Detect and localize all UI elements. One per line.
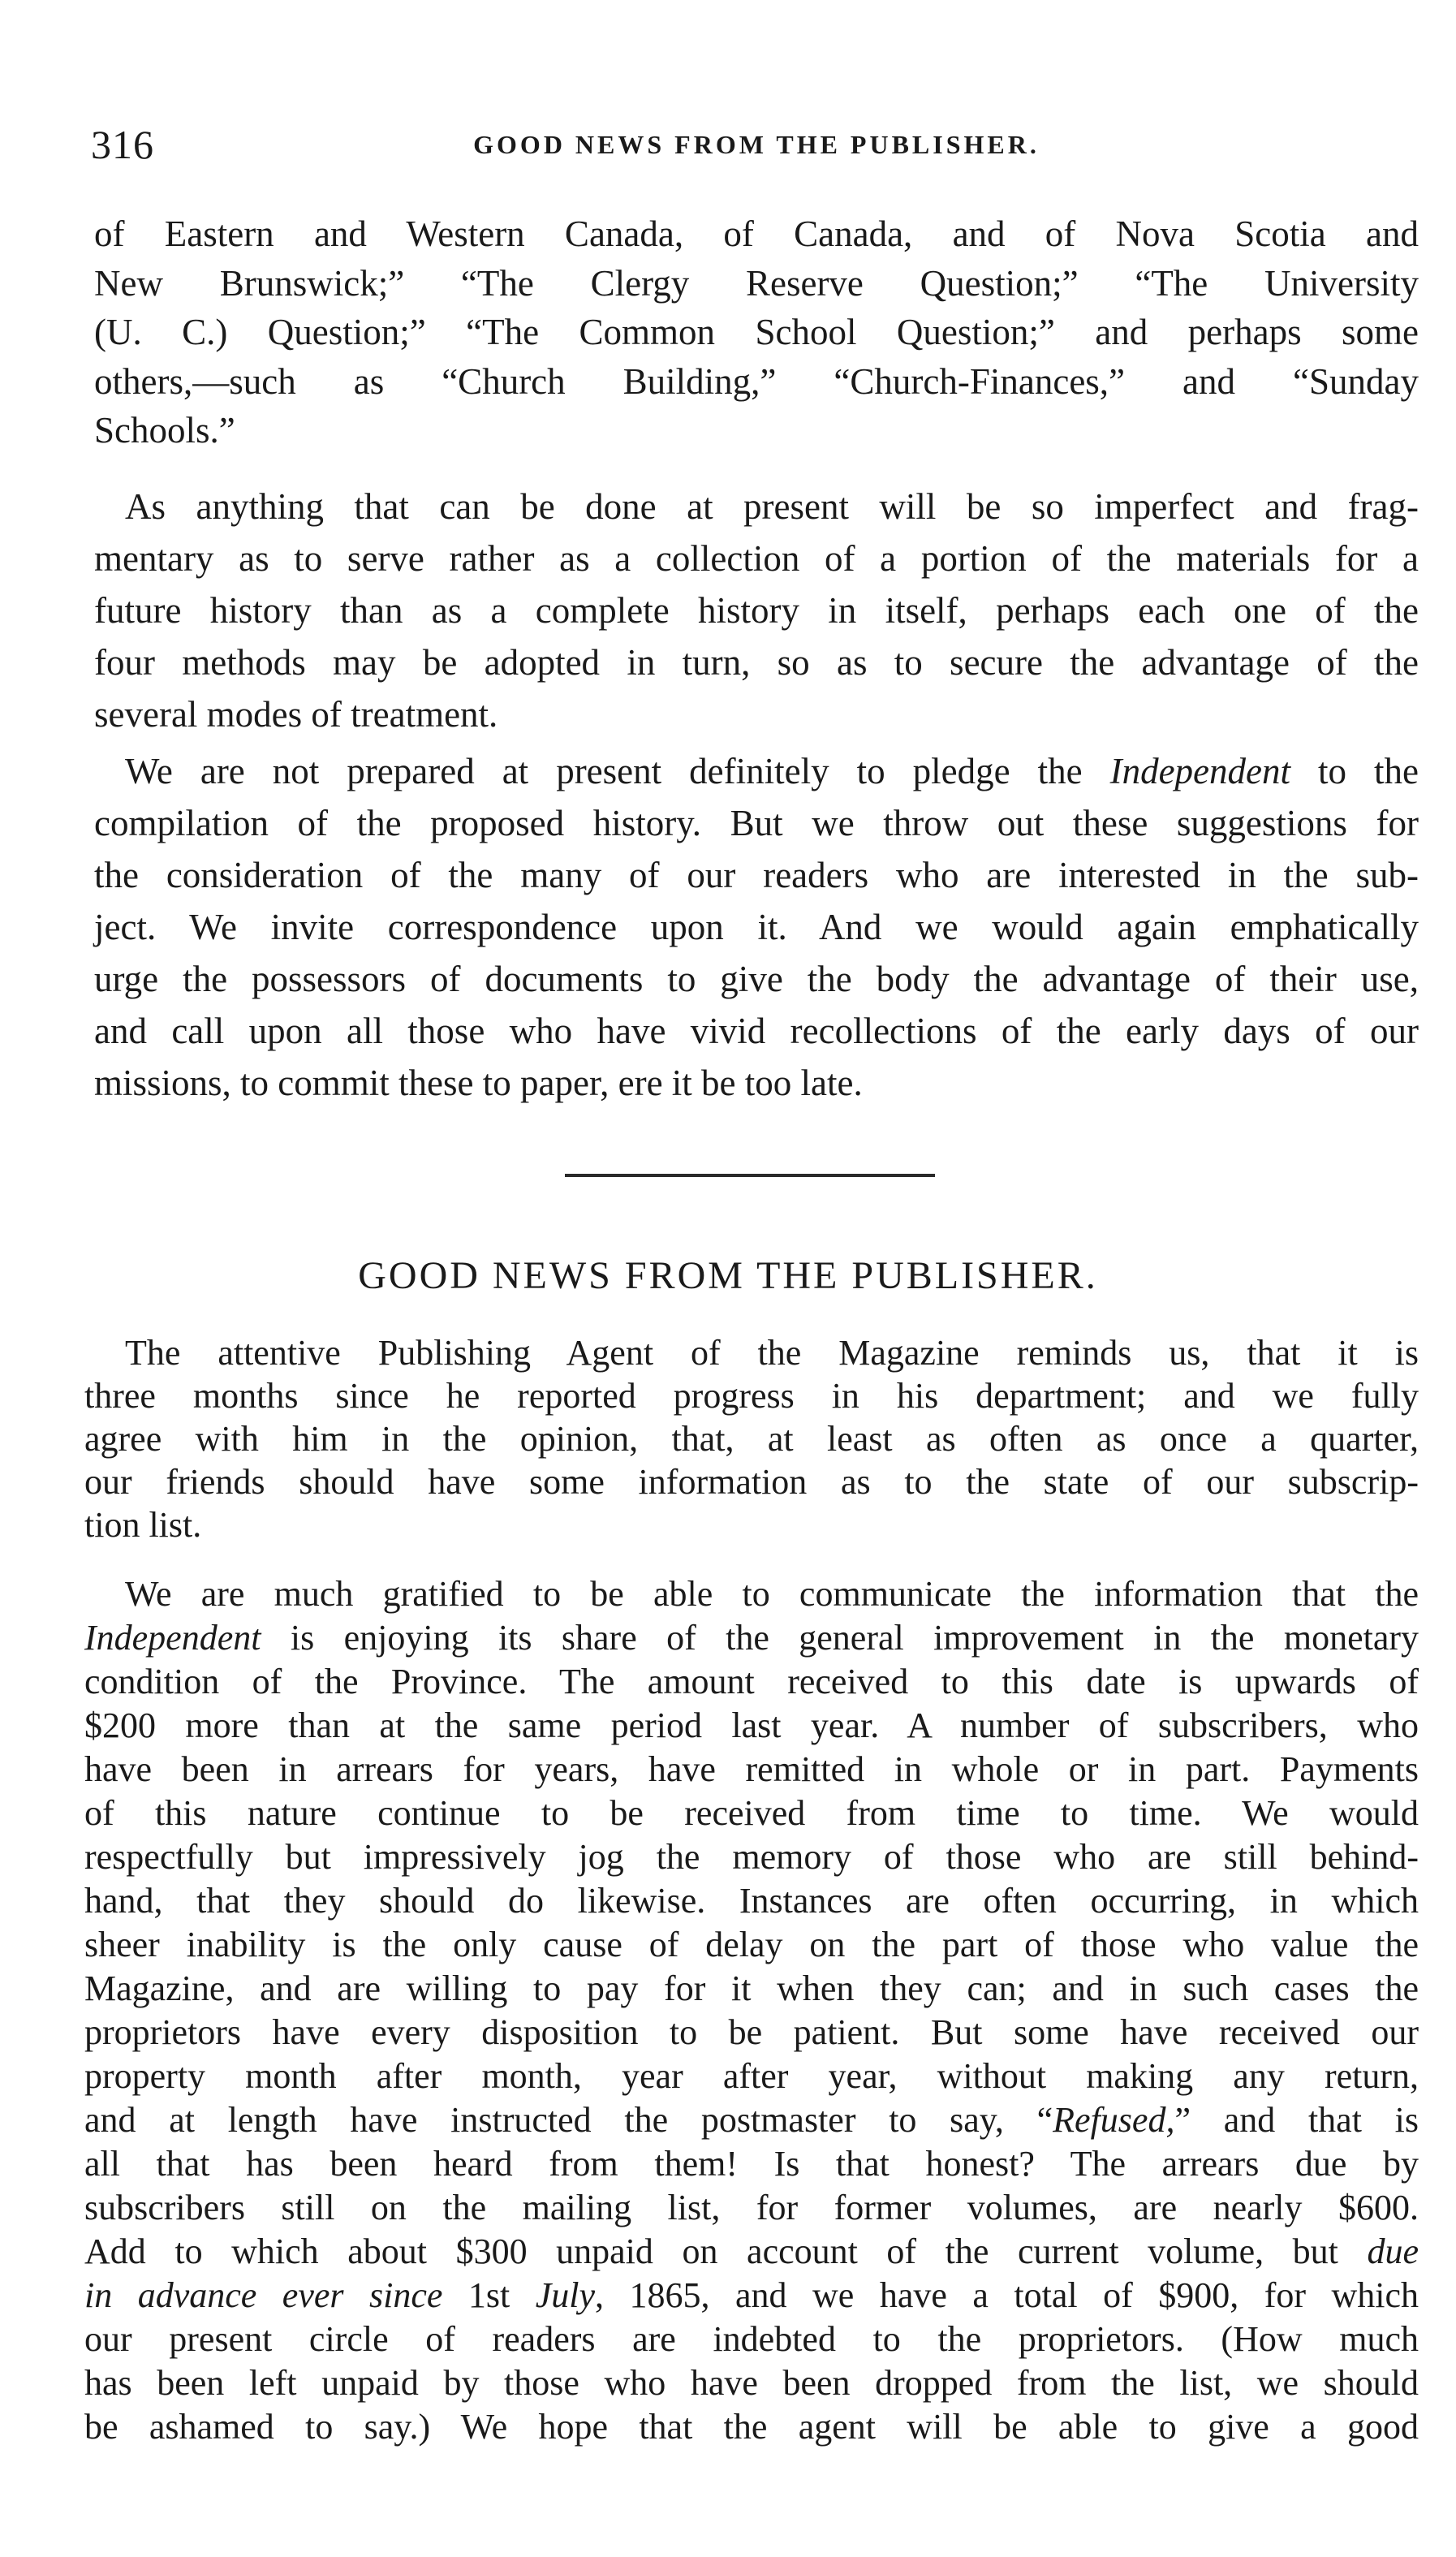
paragraph-line: mentary as to serve rather as a collection of a portion of the materials for a [94,538,1419,579]
paragraph-line: hand, that they should do likewise. Instances are often occurring, in which [84,1881,1419,1921]
paragraph-line: has been left unpaid by those who have been dropped from the list, we should [84,2363,1419,2403]
paragraph-line: (U. C.) Question;” “The Common School Question;” and perhaps some [94,312,1419,352]
text-run: We are not prepared at present definitely to pledge the [125,751,1083,791]
paragraph-line: and call upon all those who have vivid recollections of the early days of our [94,1011,1419,1051]
paragraph-line: condition of the Province. The amount received to this date is upwards of [84,1662,1419,1701]
paragraph-line: the consideration of the many of our readers who are interested in the sub- [94,855,1419,895]
paragraph-line: $200 more than at the same period last year. A number of subscribers, who [84,1705,1419,1745]
running-title: GOOD NEWS FROM THE PUBLISHER. [473,130,1040,159]
paragraph-line: Schools.” [94,410,235,451]
italic-phrase: in advance ever since [84,2275,443,2315]
paragraph-line: three months since he reported progress in his department; and we fully [84,1376,1419,1416]
paragraph-line: As anything that can be done at present will be so imperfect and frag- [125,486,1419,527]
paragraph-5 [84,1572,1419,2449]
italic-word: July [535,2275,596,2315]
paragraph-line [84,1616,1419,1660]
paragraph-line: respectfully but impressively jog the memory of those who are still behind- [84,1837,1419,1877]
section-divider [565,1174,935,1177]
paragraph-line: have been in arrears for years, have remitted in whole or in part. Payments [84,1749,1419,1789]
paragraph-line: New Brunswick;” “The Clergy Reserve Question;” “The University [94,262,1419,304]
paragraph-line: proprietors have every disposition to be patient. But some have received our [84,2012,1419,2052]
italic-phrase: due [1367,2231,1419,2271]
paragraph-line: subscribers still on the mailing list, for former volumes, are nearly $600. [84,2188,1419,2227]
italic-title: Independent [84,1618,261,1658]
page-number: 316 [91,122,154,167]
paragraph-line: We are much gratified to be able to communicate the information that the [125,1574,1419,1614]
paragraph-line: of Eastern and Western Canada, of Canada, and of Nova Scotia and [94,213,1419,254]
text-run: to the [1318,751,1419,791]
paragraph-line [84,2098,1419,2142]
paragraph-line: Magazine, and are willing to pay for it when they can; and in such cases the [84,1968,1419,2008]
paragraph-line: The attentive Publishing Agent of the Magazine reminds us, that it is [125,1333,1419,1373]
paragraph-3 [94,745,1419,1109]
paragraph-line: property month after month, year after year, without making any return, [84,2056,1419,2096]
paragraph-line: compilation of the proposed history. But we throw out these suggestions for [94,803,1419,843]
paragraph-line: ject. We invite correspondence upon it. And we would again emphatically [94,907,1419,947]
text-run: is enjoying its share of the general improvement in the monetary [290,1618,1419,1658]
text-run: , 1865, and we have a total of $900, for which [595,2275,1419,2315]
paragraph-line: of this nature continue to be received from time to time. We would [84,1793,1419,1833]
paragraph-line: agree with him in the opinion, that, at least as often as once a quarter, [84,1419,1419,1459]
paragraph-2 [94,481,1419,740]
running-head [91,120,1422,169]
paragraph-4 [84,1331,1419,1546]
text-run: 1st [467,2275,510,2315]
paragraph-line: future history than as a complete history in itself, perhaps each one of the [94,590,1419,631]
paragraph-line: sheer inability is the only cause of delay on the part of those who value the [84,1925,1419,1964]
paragraph-line: urge the possessors of documents to give the body the advantage of their use, [94,959,1419,999]
text-run: and at length have instructed the postmaster to say, “ [84,2100,1053,2140]
italic-title: Independent [1109,751,1290,791]
paragraph-line [94,745,1419,797]
paragraph-line: all that has been heard from them! Is that honest? The arrears due by [84,2144,1419,2184]
text-run: Add to which about $300 unpaid on account of the current volume, but [84,2231,1338,2271]
paragraph-line: be ashamed to say.) We hope that the agent will be able to give a good [84,2407,1419,2447]
paragraph-line: our friends should have some information as to the state of our subscrip- [84,1462,1419,1502]
paragraph-line: others,—such as “Church Building,” “Church-Finances,” and “Sunday [94,360,1419,402]
section-heading: GOOD NEWS FROM THE PUBLISHER. [358,1254,1098,1297]
paragraph-line: missions, to commit these to paper, ere it be too late. [94,1063,863,1103]
text-run: ” and that is [1174,2100,1419,2140]
paragraph-line [84,2230,1419,2274]
paragraph-line: our present circle of readers are indebted to the proprietors. (How much [84,2319,1419,2359]
paragraph-line: tion list. [84,1505,202,1545]
paragraph-1 [94,209,1419,455]
italic-word: Refused, [1053,2100,1175,2140]
paragraph-line: several modes of treatment. [94,694,498,735]
paragraph-line: four methods may be adopted in turn, so as to secure the advantage of the [94,642,1419,683]
paragraph-line [84,2274,1419,2318]
